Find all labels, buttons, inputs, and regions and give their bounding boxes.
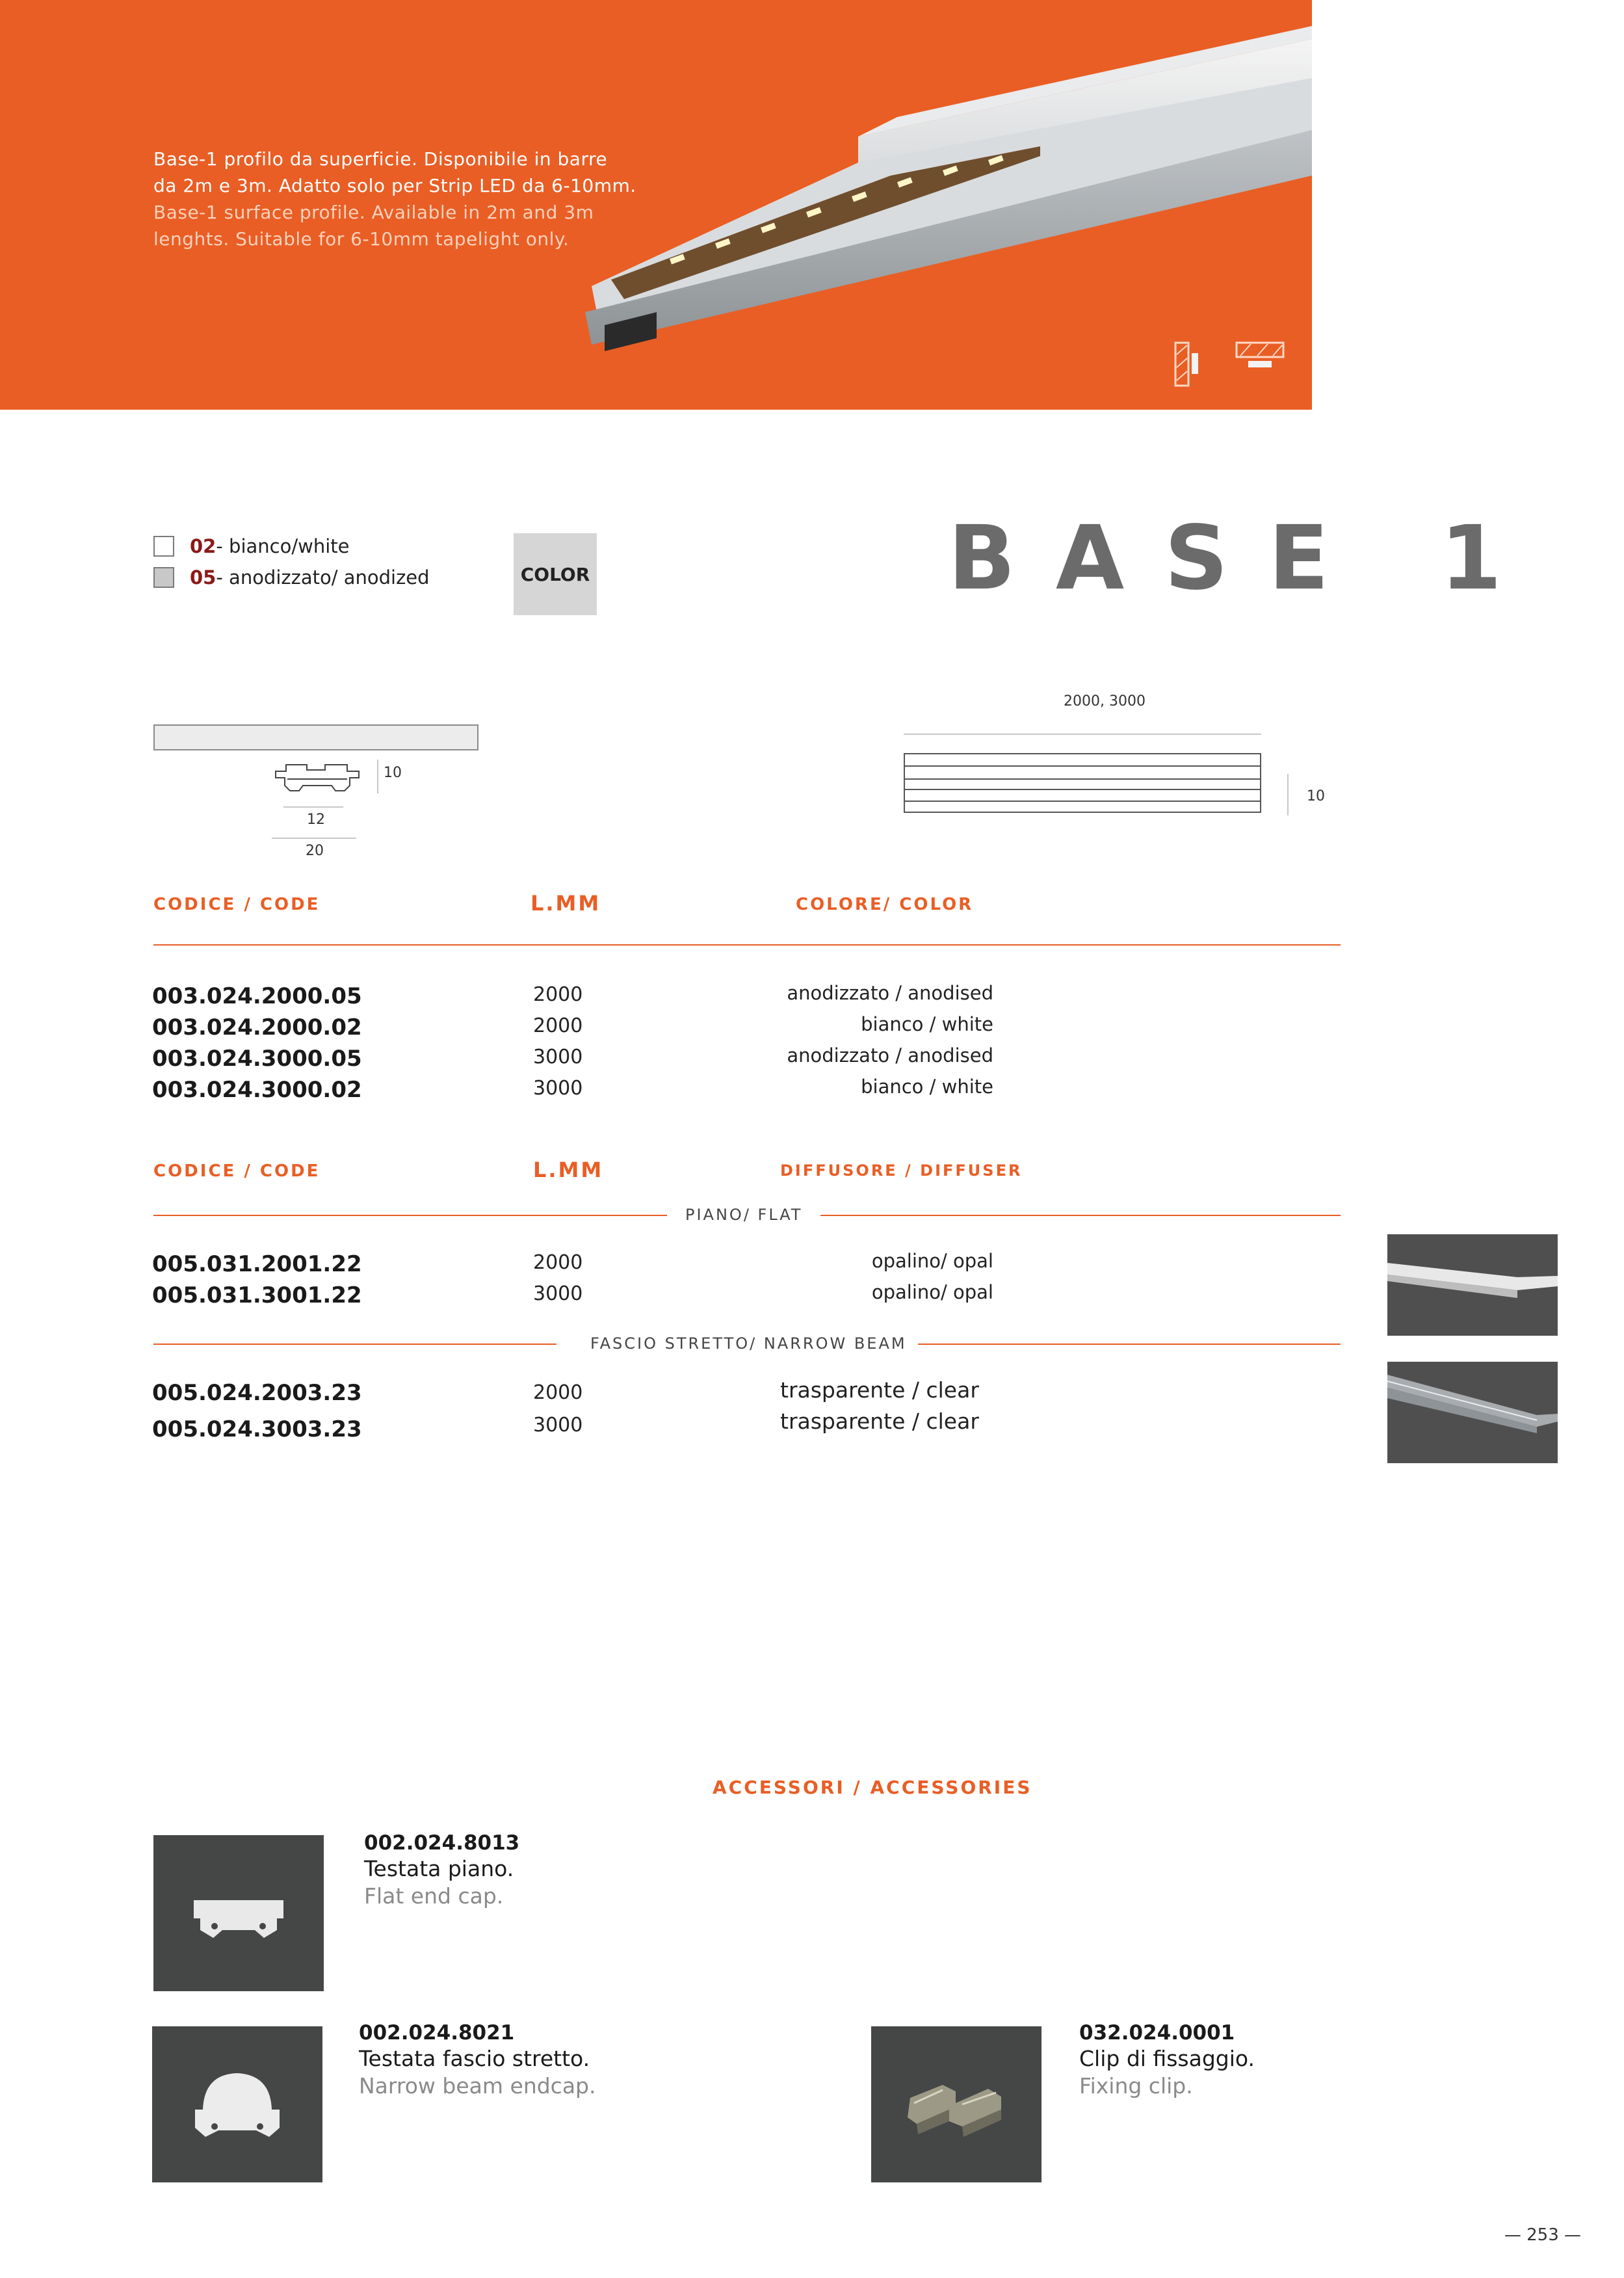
diffuser-length: 2000	[533, 1251, 583, 1274]
led-profile-photo	[585, 26, 1312, 364]
profile-length: 3000	[533, 1077, 583, 1100]
diffuser-type: trasparente / clear	[780, 1409, 979, 1434]
accessory-name-it: Clip di fissaggio.	[1079, 2046, 1255, 2071]
accessory-code: 002.024.8021	[359, 2021, 515, 2045]
header-banner	[0, 0, 1312, 410]
col-header-color: COLORE/ COLOR	[796, 895, 974, 914]
white-swatch	[153, 536, 174, 557]
accessory-name-en: Fixing clip.	[1079, 2073, 1193, 2099]
profile-length: 2000	[533, 1014, 583, 1037]
color-option-anodized: 05- anodizzato/ anodized	[190, 566, 430, 589]
accessory-name-it: Testata fascio stretto.	[359, 2046, 590, 2071]
col-header-code: CODICE / CODE	[153, 895, 321, 914]
accessory-code: 002.024.8013	[364, 1831, 520, 1855]
diffuser-type: trasparente / clear	[780, 1377, 979, 1403]
profile-code: 003.024.3000.02	[152, 1077, 362, 1103]
intro-text-en: Base-1 surface profile. Available in 2m and 3m lenghts. Suitable for 6-10mm tapelight only.	[153, 202, 594, 250]
profile-color: anodizzato / anodised	[787, 982, 993, 1004]
diffuser-type: opalino/ opal	[871, 1281, 993, 1303]
color-label-box: COLOR	[514, 533, 597, 615]
fixing-clip-image	[871, 2026, 1041, 2182]
col-header-length: L.MM	[533, 1158, 604, 1182]
diffuser-code: 005.031.3001.22	[152, 1282, 362, 1308]
narrow-beam-endcap-image	[152, 2026, 322, 2182]
clear-diffuser-image	[1387, 1362, 1558, 1463]
profile-length: 3000	[533, 1046, 583, 1068]
col-header-diffuser: DIFFUSORE / DIFFUSER	[780, 1161, 1023, 1180]
accessory-code: 032.024.0001	[1079, 2021, 1235, 2045]
page-number: — 253 —	[1504, 2225, 1581, 2245]
diffuser-length: 3000	[533, 1282, 583, 1305]
profile-code: 003.024.3000.05	[152, 1046, 362, 1072]
profile-color: bianco / white	[861, 1013, 993, 1035]
profile-length: 2000	[533, 983, 583, 1006]
accessory-name-it: Testata piano.	[364, 1856, 514, 1881]
profile-color: bianco / white	[861, 1076, 993, 1098]
diffuser-code: 005.024.2003.23	[152, 1380, 362, 1406]
wall-mount-icon	[1174, 341, 1200, 388]
profile-cross-section	[272, 760, 363, 799]
diffuser-code: 005.024.3003.23	[152, 1416, 362, 1442]
anodized-swatch	[153, 567, 174, 588]
diffuser-code: 005.031.2001.22	[152, 1251, 362, 1277]
flat-end-cap-image	[153, 1835, 324, 1991]
opal-diffuser-image	[1387, 1234, 1558, 1336]
accessory-name-en: Narrow beam endcap.	[359, 2073, 596, 2099]
diffuser-type: opalino/ opal	[871, 1250, 993, 1272]
ceiling-mount-icon	[1234, 341, 1286, 370]
profile-code: 003.024.2000.02	[152, 1014, 362, 1040]
table-rule	[153, 944, 1341, 946]
group-label-flat: PIANO/ FLAT	[685, 1206, 803, 1224]
accessories-title: ACCESSORI / ACCESSORIES	[713, 1777, 1032, 1798]
outer-width-label: 20	[306, 843, 324, 859]
profile-top-view	[153, 724, 478, 750]
section-height-label: 10	[384, 765, 402, 781]
group-label-narrow-beam: FASCIO STRETTO/ NARROW BEAM	[590, 1334, 907, 1353]
accessory-name-en: Flat end cap.	[364, 1883, 504, 1909]
color-option-white: 02- bianco/white	[190, 535, 350, 557]
inner-width-label: 12	[307, 812, 325, 828]
length-label: 2000, 3000	[1064, 693, 1146, 709]
product-title: BASE 1	[948, 507, 1542, 610]
profile-side-view	[904, 753, 1261, 814]
intro-text-it: Base-1 profilo da superficie. Disponibile in barre da 2m e 3m. Adatto solo per Strip LED da 6-10mm.	[153, 148, 636, 196]
profile-color: anodizzato / anodised	[787, 1044, 993, 1066]
side-height-label: 10	[1307, 788, 1325, 804]
profile-code: 003.024.2000.05	[152, 983, 362, 1009]
diffuser-length: 3000	[533, 1414, 583, 1437]
col-header-length: L.MM	[530, 891, 601, 916]
col-header-code: CODICE / CODE	[153, 1161, 321, 1181]
diffuser-length: 2000	[533, 1381, 583, 1404]
